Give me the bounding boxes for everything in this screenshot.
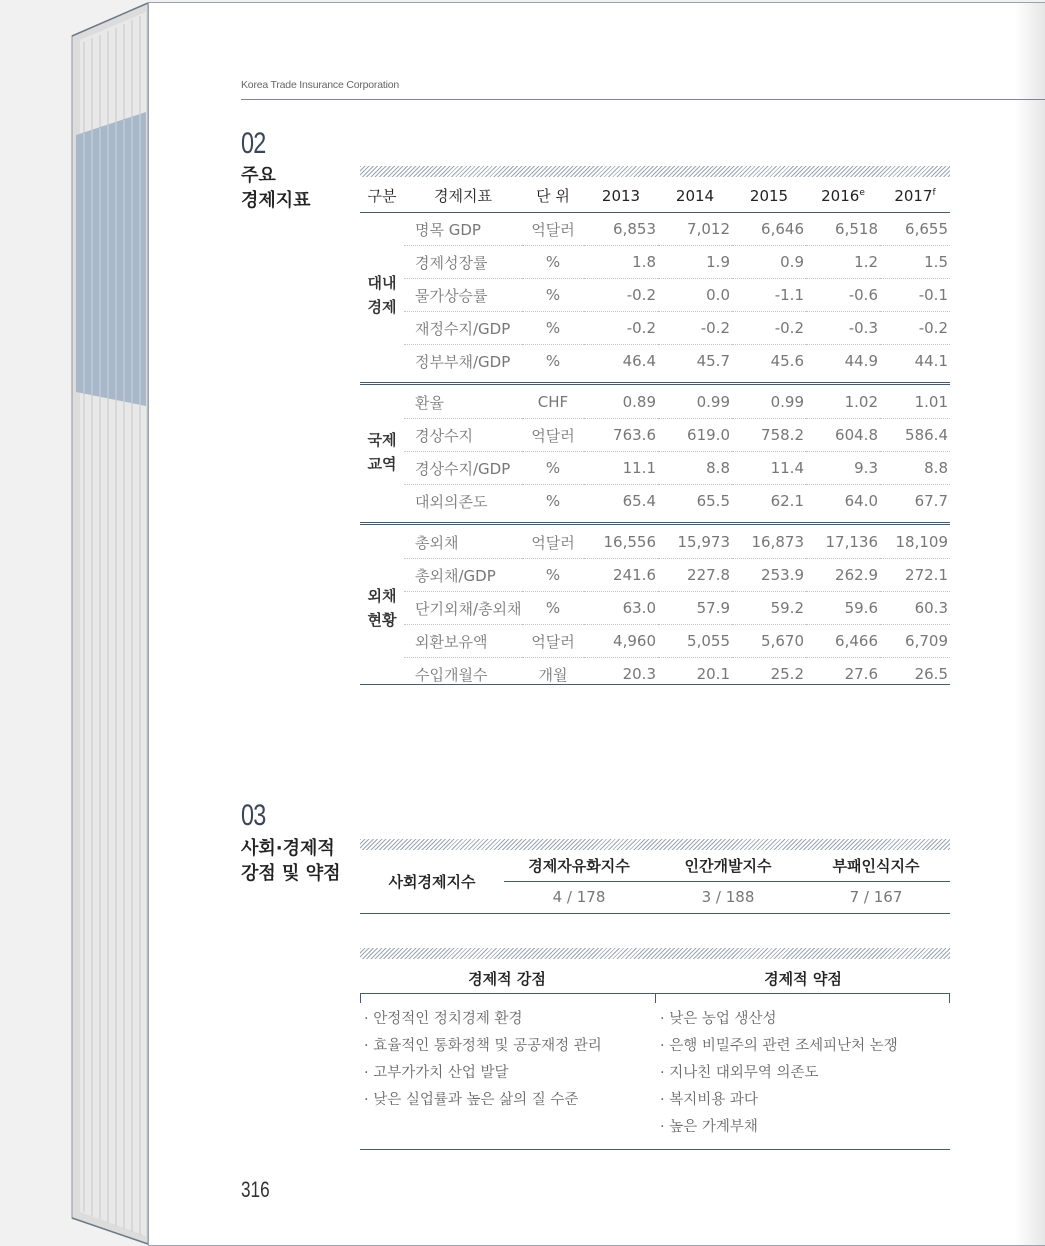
value-cell: 27.6 xyxy=(844,665,878,683)
value-cell: 65.4 xyxy=(622,492,656,510)
category-label: 현황 xyxy=(367,611,397,629)
value-cell: 586.4 xyxy=(880,419,950,452)
indicator-name: 경상수지/GDP xyxy=(404,452,522,485)
value-cell: 11.1 xyxy=(584,452,658,485)
list-item: · 낮은 실업률과 높은 삶의 질 수준 xyxy=(364,1092,579,1108)
value-cell: 1.9 xyxy=(658,246,732,279)
value-cell: -0.2 xyxy=(658,312,732,345)
value-cell: 45.6 xyxy=(770,352,804,370)
value-cell: 1.02 xyxy=(806,386,880,419)
unit-cell: 억달러 xyxy=(522,419,584,452)
indicator-name: 대외의존도 xyxy=(415,492,488,511)
table-bottom-rule xyxy=(360,684,950,685)
list-item: · 은행 비밀주의 관련 조세피난처 논쟁 xyxy=(660,1038,898,1054)
value-cell: 11.4 xyxy=(732,452,806,485)
unit-cell: % xyxy=(522,312,584,345)
section-title xyxy=(241,836,340,886)
freedom-index-value: 4 / 178 xyxy=(552,888,606,906)
column-header: 2015 xyxy=(732,179,806,213)
freedom-index-header: 경제자유화지수 xyxy=(528,857,630,875)
year-label: 2017 xyxy=(894,186,933,205)
value-cell: 16,556 xyxy=(584,526,658,559)
section-number: 03 xyxy=(241,799,266,832)
section-number: 02 xyxy=(241,127,266,160)
column-header: 경제지표 xyxy=(404,179,522,213)
page-curl-shadow xyxy=(1014,3,1045,1245)
table-row xyxy=(360,345,950,378)
section-title-line: 경제지표 xyxy=(241,190,311,211)
value-cell: 1.01 xyxy=(880,386,950,419)
unit-cell: % xyxy=(522,452,584,485)
value-cell: 15,973 xyxy=(658,526,732,559)
value-cell: 6,518 xyxy=(806,213,880,246)
economic-indicators-table xyxy=(360,179,950,690)
unit-cell: 개월 xyxy=(538,665,568,684)
value-cell: 18,109 xyxy=(880,526,950,559)
list-item: · 높은 가계부채 xyxy=(660,1119,758,1135)
value-cell: 67.7 xyxy=(914,492,948,510)
table-hatch-bar xyxy=(360,839,950,850)
human-dev-index-header: 인간개발지수 xyxy=(684,857,772,875)
year-label: 2016 xyxy=(821,186,860,205)
table-row xyxy=(360,246,950,279)
unit-cell: % xyxy=(545,492,561,510)
header-rule xyxy=(241,99,1045,100)
value-cell: 763.6 xyxy=(584,419,658,452)
value-cell: 0.99 xyxy=(732,386,806,419)
value-cell: 5,055 xyxy=(658,625,732,658)
category-cell xyxy=(360,213,404,378)
value-cell: -0.1 xyxy=(880,279,950,312)
value-cell: 59.6 xyxy=(806,592,880,625)
value-cell: 227.8 xyxy=(658,559,732,592)
value-cell: 9.3 xyxy=(806,452,880,485)
value-cell: 1.8 xyxy=(584,246,658,279)
forecast-mark: f xyxy=(932,187,936,198)
group-separator xyxy=(360,517,950,526)
indicator-name: 경제성장률 xyxy=(404,246,522,279)
value-cell: 45.7 xyxy=(696,352,730,370)
value-cell: 17,136 xyxy=(806,526,880,559)
table-row xyxy=(360,526,950,559)
indicator-name: 정부부채/GDP xyxy=(415,352,511,371)
value-cell: 63.0 xyxy=(584,592,658,625)
unit-cell: % xyxy=(522,592,584,625)
sw-bottom-rule xyxy=(360,1149,950,1150)
value-cell: 6,853 xyxy=(584,213,658,246)
list-item: · 낮은 농업 생산성 xyxy=(660,1011,777,1027)
running-header: Korea Trade Insurance Corporation xyxy=(241,79,399,91)
page-number: 316 xyxy=(241,1177,270,1202)
table-row xyxy=(360,625,950,658)
column-header: 구분 xyxy=(360,179,404,213)
table-row xyxy=(360,658,950,691)
human-dev-index-value: 3 / 188 xyxy=(701,888,755,906)
unit-cell: % xyxy=(522,279,584,312)
value-cell: 44.1 xyxy=(914,352,948,370)
table-hatch-bar xyxy=(360,948,950,959)
value-cell: 604.8 xyxy=(806,419,880,452)
weaknesses-heading: 경제적 약점 xyxy=(764,970,842,988)
value-cell: 64.0 xyxy=(844,492,878,510)
corruption-index-value: 7 / 167 xyxy=(849,888,903,906)
socio-index-row-header: 사회경제지수 xyxy=(388,873,476,891)
list-item: · 효율적인 통화정책 및 공공재정 관리 xyxy=(364,1038,602,1054)
section-title-line: 사회·경제적 xyxy=(241,838,335,859)
indicator-name: 외환보유액 xyxy=(404,625,522,658)
value-cell: 20.1 xyxy=(696,665,730,683)
value-cell: -0.2 xyxy=(584,279,658,312)
value-cell: 8.8 xyxy=(880,452,950,485)
column-header: 단 위 xyxy=(522,179,584,213)
value-cell: 57.9 xyxy=(658,592,732,625)
value-cell: 5,670 xyxy=(732,625,806,658)
value-cell: 25.2 xyxy=(770,665,804,683)
table-row xyxy=(360,279,950,312)
category-label: 외채 xyxy=(367,587,397,605)
table-row xyxy=(360,419,950,452)
column-header xyxy=(880,179,950,213)
table-row xyxy=(360,592,950,625)
value-cell: 0.99 xyxy=(658,386,732,419)
value-cell: 60.3 xyxy=(880,592,950,625)
value-cell: -1.1 xyxy=(732,279,806,312)
column-header: 2014 xyxy=(658,179,732,213)
table-group-external-debt xyxy=(360,526,950,690)
value-cell: 20.3 xyxy=(622,665,656,683)
weaknesses-list xyxy=(660,1007,898,1142)
indicator-name: 총외채 xyxy=(404,526,522,559)
column-header: 2013 xyxy=(584,179,658,213)
sw-tick-right xyxy=(949,993,950,1003)
value-cell: 0.0 xyxy=(658,279,732,312)
category-label: 경제 xyxy=(367,298,397,316)
socio-header-rule xyxy=(504,881,950,882)
strengths-heading: 경제적 강점 xyxy=(468,970,546,988)
value-cell: 62.1 xyxy=(770,492,804,510)
value-cell: 619.0 xyxy=(658,419,732,452)
indicator-name: 명목 GDP xyxy=(404,213,522,246)
value-cell: -0.3 xyxy=(806,312,880,345)
section-title xyxy=(241,163,311,213)
value-cell: 65.5 xyxy=(696,492,730,510)
unit-cell: 억달러 xyxy=(522,526,584,559)
value-cell: 1.2 xyxy=(806,246,880,279)
list-item: · 안정적인 정치경제 환경 xyxy=(364,1011,523,1027)
category-label: 국제 xyxy=(367,430,397,449)
value-cell: 241.6 xyxy=(584,559,658,592)
table-hatch-bar xyxy=(360,166,950,177)
value-cell: 0.89 xyxy=(584,386,658,419)
table-group-domestic xyxy=(360,213,950,387)
value-cell: 59.2 xyxy=(732,592,806,625)
value-cell: 8.8 xyxy=(658,452,732,485)
value-cell: 26.5 xyxy=(914,665,948,683)
book-edge-illustration xyxy=(0,0,160,1246)
category-cell xyxy=(360,386,404,517)
corruption-index-header: 부패인식지수 xyxy=(832,857,920,875)
value-cell: 758.2 xyxy=(732,419,806,452)
unit-cell: % xyxy=(545,352,561,370)
value-cell: 262.9 xyxy=(806,559,880,592)
value-cell: 16,873 xyxy=(732,526,806,559)
group-separator xyxy=(360,377,950,386)
table-row xyxy=(360,386,950,419)
document-page xyxy=(148,2,1045,1246)
column-header xyxy=(806,179,880,213)
sw-tick-middle xyxy=(655,993,656,1003)
list-item: · 지나친 대외무역 의존도 xyxy=(660,1065,819,1081)
socio-bottom-rule xyxy=(360,913,950,914)
value-cell: 253.9 xyxy=(732,559,806,592)
indicator-name: 총외채/GDP xyxy=(404,559,522,592)
value-cell: -0.2 xyxy=(732,312,806,345)
indicator-name: 재정수지/GDP xyxy=(404,312,522,345)
list-item: · 복지비용 과다 xyxy=(660,1092,758,1108)
value-cell: 0.9 xyxy=(732,246,806,279)
unit-cell: % xyxy=(522,559,584,592)
value-cell: 6,709 xyxy=(880,625,950,658)
value-cell: 44.9 xyxy=(844,352,878,370)
value-cell: 6,646 xyxy=(732,213,806,246)
table-row xyxy=(360,213,950,246)
value-cell: 4,960 xyxy=(584,625,658,658)
sw-tick-left xyxy=(360,993,361,1003)
value-cell: 272.1 xyxy=(880,559,950,592)
value-cell: 6,466 xyxy=(806,625,880,658)
section-title-line: 주요 xyxy=(241,165,276,186)
value-cell: 6,655 xyxy=(880,213,950,246)
list-item: · 고부가가치 산업 발달 xyxy=(364,1065,509,1081)
table-header-row xyxy=(360,179,950,213)
category-label: 교역 xyxy=(367,454,397,473)
unit-cell: CHF xyxy=(522,386,584,419)
indicator-name: 환율 xyxy=(404,386,522,419)
table-row xyxy=(360,559,950,592)
strengths-list xyxy=(364,1007,602,1115)
value-cell: 46.4 xyxy=(622,352,656,370)
section-title-line: 강점 및 약점 xyxy=(241,863,341,884)
unit-cell: % xyxy=(522,246,584,279)
value-cell: -0.6 xyxy=(806,279,880,312)
value-cell: 1.5 xyxy=(880,246,950,279)
estimate-mark: e xyxy=(859,187,865,198)
unit-cell: 억달러 xyxy=(522,625,584,658)
table-group-trade xyxy=(360,386,950,526)
value-cell: 7,012 xyxy=(658,213,732,246)
value-cell: -0.2 xyxy=(880,312,950,345)
table-row xyxy=(360,452,950,485)
table-row xyxy=(360,312,950,345)
indicator-name: 수입개월수 xyxy=(415,665,488,684)
table-row xyxy=(360,485,950,518)
category-cell xyxy=(360,526,404,690)
indicator-name: 물가상승률 xyxy=(404,279,522,312)
category-label: 대내 xyxy=(367,274,397,292)
indicator-name: 단기외채/총외채 xyxy=(404,592,522,625)
value-cell: -0.2 xyxy=(584,312,658,345)
unit-cell: 억달러 xyxy=(522,213,584,246)
indicator-name: 경상수지 xyxy=(404,419,522,452)
